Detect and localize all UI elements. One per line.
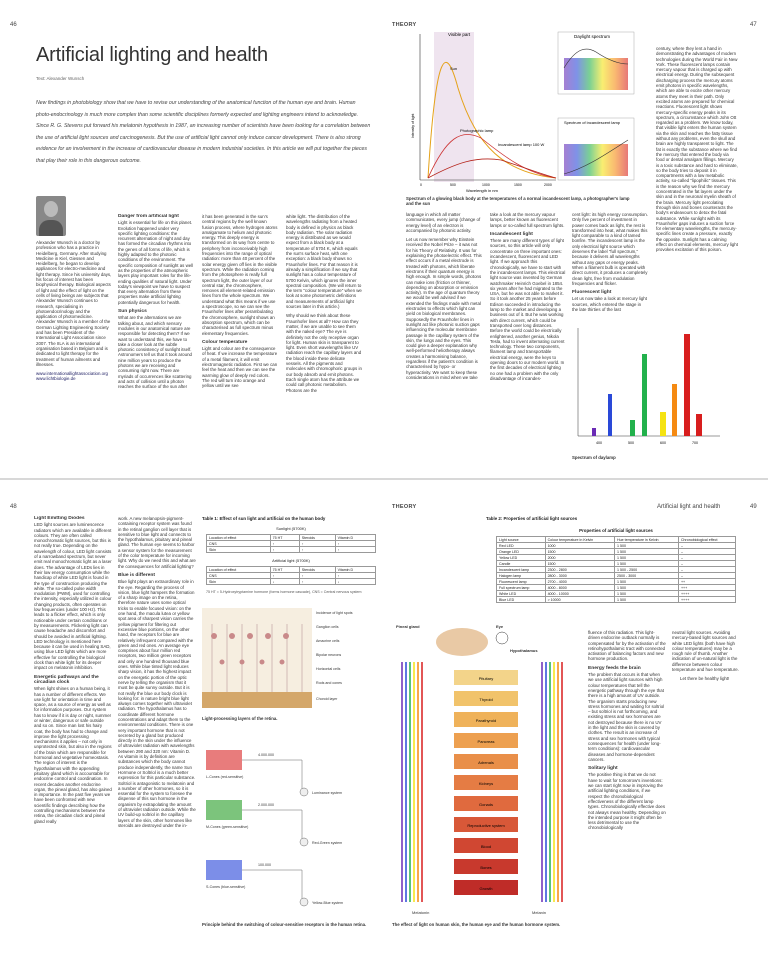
author-link[interactable]: www.lichtbiologie.de: [36, 376, 76, 382]
table1-note: 75 HT = 5-Hydroxytryptamine hormone (forms hormone cascade), CNS = Central nervous system: [206, 590, 362, 594]
cell: Full spectrum lamp: [497, 585, 546, 591]
cell: 1 500: [615, 561, 679, 567]
tick-label: 500: [628, 441, 634, 445]
cell: 1 500 - 2500: [615, 567, 679, 573]
receptor-switching-figure: [202, 730, 372, 920]
author-photo: [36, 196, 66, 236]
endocrine-box-label: Gonads: [478, 802, 494, 807]
text-column: [118, 516, 196, 956]
endocrine-box-label: Pituitary: [478, 676, 494, 681]
fig1-caption: Spectrum of a glowing black body at the temperatures of a normal incandescent lamp, a photographer's lamp and the sun: [406, 196, 630, 207]
fig1-y-axis-label: Intensity of light: [411, 113, 415, 138]
text-column: [672, 630, 744, 750]
paragraph: There are many different types of light sources, so this article will only concentrate on three important ones: incandescent, fluorescent and LED light. If we approach this chronologically, we have to start with the incandescent lamps. This electrical light source was invented by German watchmaker Heinrich Goebel in 1854. six years after he had migrated to the USA, but he was not able to market it. So it took another 25 years before Edison succeeded in introducing the lamp to the market and developing a business out of it. But he was working with direct current, which could be transported over long distances. Before the world could be electrically enlightened, another genius, Nikola Tesla, had to invent alternating current technology. These two components, filament lamp and transportable electrical energy, were the keys to opening doors to our modern world. In the first decades of electrical lighting no one had a problem with the only disadvantage of incandes-: [490, 238, 566, 381]
cell: Skin: [207, 579, 271, 585]
endocrine-label: Pineal gland: [396, 624, 420, 629]
tick-label: 600: [660, 441, 666, 445]
table1-artificial: [206, 566, 376, 585]
system-label: Luminance system: [312, 791, 342, 795]
endocrine-label: Hypothalamus: [510, 648, 538, 653]
cell: –: [678, 567, 735, 573]
cell: 1 500: [615, 597, 679, 603]
cell: CNS: [207, 573, 271, 579]
endocrine-caption: The effect of light on human skin, the human eye and the human hormone system.: [392, 922, 561, 927]
endocrine-label: Eye: [496, 624, 504, 629]
fig1-label: Photographic lamp: [460, 128, 494, 133]
article-title: Artificial lighting and health: [36, 44, 268, 66]
endocrine-label: Melanin: [532, 910, 547, 915]
fig1-label: Sun: [450, 66, 458, 71]
cell: –: [678, 561, 735, 567]
cell: 2700 - 4000: [545, 579, 614, 585]
cell: 1 500: [615, 585, 679, 591]
paragraph: Light is essential for life on this planet. Evolution happened under very specific lighting conditions: the recurrent alternation of night and day has formed the circadian rhythms into the genes of all forms of life, which is highly adapted to the photonic conditions of the environment. The specific composition of sunlight as well as the properties of the atmospheric layers play important roles for the life-ending qualities of natural light. Under today's viewpoint we have to suspect that every alternation from these properties make artificial lighting potentially dangerous for health.: [118, 220, 194, 305]
section-heading: Colour temperature: [202, 339, 248, 345]
fig1-x-ticks: [420, 183, 552, 187]
retina-layer-label: Choroid layer: [316, 697, 338, 701]
paragraph: What are the alternations we are talking about, and which sensory modules in our anatomical nature are responsible for detecting them? If we want to understand this, we have to take a closer look at the subtle photonic consistency of sunlight itself. Astronomers tell us that it took around nine million years to produce the photons we are receiving and consuming right now. There are myriads of occurrences like scattering and acts of collision until a photon reaches the surface of the sun after: [118, 315, 192, 390]
cell: –: [678, 543, 735, 549]
retina-layer-label: Bipolar neurons: [316, 653, 342, 657]
paragraph: Light and colour are the consequence of heat. If we increase the temperature of a metal filament, it will emit electromagnetic radiation. First we can feel the heat and then we can see the warming glow of deeply red colors. The red will turn into orange and yellow until we see: [202, 346, 278, 389]
paragraph: work. A new melanopsin-pigment-containing receptor system was found in the retinal ganglion cell layer that is sensitive to blue light and connects to the hypothalamus, pituitary and pineal gland. The human eye seems to harbor a sensor system for the measurement of the color temperature for incoming light. Why do we need this and what are the consequences for artificial lighting?: [118, 516, 196, 569]
cell: 1000: [545, 543, 614, 549]
cell: 2800 - 3000: [545, 573, 614, 579]
cell: Red LED: [497, 543, 546, 549]
running-head: Artificial light and health: [657, 504, 721, 510]
section-heading: Blue is different: [118, 572, 155, 578]
cell: ↑: [335, 547, 375, 553]
table-row: [207, 547, 376, 553]
receptor-count: 100.000: [258, 863, 271, 867]
receptor-label: M-Cones (green-sensitive): [206, 825, 249, 829]
cell: –: [678, 573, 735, 579]
system-label: Yellow-Blue system: [312, 901, 344, 905]
cell: Yellow LED: [497, 555, 546, 561]
paragraph: The positive thing is that we do not have to wait for tomorrow's inventions: we can start right now in improving the artificial lighting conditions, if we respect the chronobiological effectiveness of the different lamp types. Chronobiologically effective does not always mean healthy. Depending on the intended purpose it might often be less detrimental to use the chronobiologically: [588, 772, 666, 831]
receptor-caption: Principle behind the switching of colour-sensitive receptors in the human retina.: [202, 922, 367, 927]
text-column: [286, 214, 362, 474]
receptor-count: 4.000.000: [258, 753, 274, 757]
page-number-right: 47: [750, 22, 757, 28]
paragraph: Let us now remember why Einstein received the Nobel Prize – it was not for his Theory of Relativity. It was for explaining the photoelectric effect. This effect occurs if a metal electrode is treated with photons, which liberate electrons if their quantum energy is high enough. In simple words, photons can make ions (friction or thinner, depending on absorption or emission activity). In the age of quantum theory we would be well advised if we extended the findings made with metal electrodes to effects which light can yield on biological membranes. Supposedly the Fraunhofer lines in sunlight act like photonic suction gaps influencing the molecular membrane passage in the capillary system of the skin, the lungs and the eyes. This could give a deeper explanation why well-performed heliotherapy always creates a harmonising balance, regardless if the patient's condition is characterised by hypo- or hyperactivity. We want to keep these considerations in mind when we take: [406, 237, 482, 380]
endocrine-box-label: Bones: [480, 865, 492, 870]
table-header: Colour temperature in Kelvin: [545, 537, 614, 543]
section-heading: Incandescent light: [490, 231, 533, 237]
fig1-label: Visible part: [448, 32, 471, 37]
tick-label: 1500: [514, 183, 522, 187]
section-heading: Light Emitting Diodes: [34, 516, 85, 521]
fig1-x-axis-label: Wavelength in nm: [466, 188, 498, 193]
table-header: Chronobiological effect: [678, 537, 735, 543]
page-number-left: 46: [10, 22, 17, 28]
text-column: [202, 214, 278, 474]
tick-label: 400: [596, 441, 602, 445]
paragraph: Let us now take a look at mercury light sources, which entered the stage in the late thirties of the last: [572, 296, 647, 313]
cell: ↑: [270, 541, 299, 547]
table1-sunlight: [206, 534, 376, 553]
cell: 2300 - 2800: [545, 567, 614, 573]
section-heading: Solitary light: [588, 766, 618, 772]
text-column: [406, 212, 482, 472]
cell: ++++: [678, 591, 735, 597]
endocrine-box-label: Thyroid: [479, 697, 493, 702]
receptor-label: S-Cones (blue-sensitive): [206, 885, 246, 889]
cell: Incandescent lamp: [497, 567, 546, 573]
table1-subtitle: Artificial light (5700K): [272, 558, 310, 563]
section-heading: Energetic pathways and the circadian clock: [34, 674, 99, 685]
cell: 1500: [545, 549, 614, 555]
endocrine-box-label: Pancreas: [477, 739, 495, 744]
system-label: Red-Green system: [312, 841, 343, 845]
paragraph: Blue light plays an extraordinary role in the eye. Regarding the process of vision, blue light hampers the formation of a sharp image on the retina, therefore nature uses some optical tricks to enable focused vision: on the one hand, the macula lutea or yellow spot area of sharpest vision carries the yellow pigment for filtering out excessive blue portions, on the other hand, the receptors for blue are relatively infrequent compared with the green and red ones. An average eye comprises about four million red receptors, two million green receptors and only one hundred thousand blue ones. While blue tinted light reduces sharp vision, it has the highest impact on the energetic portion of the optic nerve by telling the organism that it must be quite sunny outside. But it is not really the blue our body clock is looking for: in nature bright blue light always comes together with ultraviolet radiation. The hypothalamus has to coordinate different hormone concentrations and adapt them to the environmental conditions. There is one very important hormone that is not secreted by a gland but produced directly in the skin under the influence of ultraviolet radiation with wavelengths between 290 and 320 nm: Vitamin D. As vitamin is by definition are substances which the body cannot produce independently, the name Sun Hormone or Soltriol is a much better expression for this particular substance. Soltriol is antagonistic to melatonin and a number of other hormones, so it is essential for the system to foresee the dispense of this sun hormone in the organism by extrapolating the amount of ultraviolet radiation outside. While the UV build-up soltriol in the capillary layers of the skin, other hormones like steroids are destroyed under the in-: [118, 579, 196, 828]
endocrine-box-label: Growth: [479, 886, 493, 891]
cell: 2500 - 3000: [615, 573, 679, 579]
text-column: [118, 214, 194, 474]
paragraph: white light. The distribution of the wavelengths radiating from a heated body is defined in physics as black body radiation. The solar radiation energy is distributed as we would expect from a black body at a temperature of 5704 K, which equals the sun's surface heat, with one exception: a black body shows no Fraunhofer lines. For that reason it is already a simplification if we say that sunlight has a colour temperature of 5700 Kelvin, which ignores the inner spectral composition. (We will return to the term "colour temperature" when we look at some photometric definitions and measurements of artificial light sources later in this article.): [286, 214, 362, 310]
endocrine-box-label: Reproductive system: [467, 823, 505, 828]
author-link[interactable]: www.internationallightassociation.org: [36, 371, 108, 377]
cell: Blue LED: [497, 597, 546, 603]
cell: 1500: [545, 561, 614, 567]
table-header: Light source: [497, 537, 546, 543]
spread-pages-48-49: [0, 480, 768, 958]
tick-label: 500: [450, 183, 456, 187]
paragraph: Why should we think about these Fraunhofer lines at all? How can they matter, if we are unable to see them with the naked eye? The eye is definitely not the only receptive organ for light. Human skin is transparent to light. Even short wavelengths like UV radiation reach the capillary layers and the blood inside these delicate vessels. All the pigments and molecules with chromophoric groups in our body absorb and emit photons. Each single atom has the attribute we could call photonic metabolism. Photons are the: [286, 313, 362, 393]
paragraph: neutral light sources. Avoiding mercury-based light sources and white LED lights (both have high colour temperatures) may be a rough rule of thumb. Another indication of un-natural light is the difference between colour temperature and hue temperature.: [672, 630, 739, 673]
fig1-label: Incandescent lamp 100 W: [498, 142, 545, 147]
endocrine-system-figure: [392, 622, 582, 922]
cell: 1 500: [615, 591, 679, 597]
cell: 1 500: [615, 555, 679, 561]
page-number-left: 48: [10, 504, 17, 510]
receptor-count: 2.000.000: [258, 803, 274, 807]
section-heading: Sun physics: [118, 309, 147, 315]
receptor-label: L-Cones (red-sensitive): [206, 775, 244, 779]
retina-layer-label: Rods and cones: [316, 681, 342, 685]
table-row: [497, 597, 736, 603]
cell: ++++: [678, 597, 735, 603]
tick-label: 0: [420, 183, 422, 187]
tick-label: 1000: [482, 183, 490, 187]
retina-layer-label: Amacrine cells: [316, 639, 340, 643]
paragraph: it has been generated in the sun's central regions by the well known fusion process, where hydrogen atoms amalgamate to helium and photonic energy. This deeply energy is transformed on its way from centre to periphery from inconceivably high frequencies into the range of optical radiation: more than 40 percent of the solar energy given off lies in the visible spectrum. While the radiation coming from the photosphere is really full spectrum light, the outer layer of our central star, the chromosphere, removes all element-related emission lines from the whole spectrum. We understand what this means if we use a spectroscope, so we can see the Fraunhofer lines after perambulating the chromosphere, sunlight shows an absorption spectrum, which can be characterised as full spectrum minus elementary frequencies.: [202, 214, 278, 336]
table-header: Vitamin D: [335, 535, 375, 541]
cell: ↑: [299, 547, 335, 553]
table2: [496, 536, 736, 603]
endocrine-label: Melatonin: [412, 910, 430, 915]
table-header: Hue temperature in Kelvin: [615, 537, 679, 543]
section-heading: Fluorescent light: [572, 290, 612, 296]
table-header: Vitamin D: [335, 567, 375, 573]
cell: ↑: [270, 547, 299, 553]
cell: Skin: [207, 547, 271, 553]
cell: ↑: [335, 573, 375, 579]
cell: +++: [678, 585, 735, 591]
table2-subtitle: Properties of artificial light sources: [579, 528, 653, 533]
section-label: THEORY: [392, 504, 417, 510]
cell: ↑: [299, 541, 335, 547]
retina-layer-label: Incidence of light spots: [316, 611, 353, 615]
cell: –: [678, 549, 735, 555]
tick-label: 700: [692, 441, 698, 445]
table-header: 75 HT: [270, 535, 299, 541]
table-header: Location of effect: [207, 535, 271, 541]
table-header: Location of effect: [207, 567, 271, 573]
table1-subtitle: Sunlight (5700K): [276, 526, 306, 531]
cell: ↓: [270, 579, 299, 585]
page-number-right: 49: [750, 504, 757, 510]
paragraph: The problem that occurs is that when we use artificial light sources with high colour temperatures that tell the energetic pathway through the eye that there is a high amount of UV outside. The organism starts producing new stress hormones and waiting for soltriol – but soltriol is not forthcoming, and existing stress and sex hormones are not destroyed because there is no UV in the light and the skin is covered by clothes. The result is an increase of stress and sex hormones with typical consequences for health (under long-term conditions): cardiovascular diseases and hormone-dependent cancers.: [588, 672, 665, 762]
author-bio: Alexander Wunsch is a doctor by profession who has a practice in Heidelberg, Germany. After studying Medicine in Kiel, Giessen and Heidelberg, he began to develop appliances for electro-medicine and light therapy. Since his university days, his focus of interest has been biophysical therapy. Biological aspects of light and the effect of light on the cells of living beings are subjects that Alexander Wunsch continues to research, specialising in photoendocrinology and the application of photomedicine. Alexander Wunsch is a member of the German Lighting Engineering Society and has been President of the International Light Association since 2007. The IILA is an international organisation based in Belgium and is dedicated to light therapy for the treatment of human ailments and illnesses.: [36, 240, 112, 367]
cell: 1 500: [615, 549, 679, 555]
tick-label: 2000: [544, 183, 552, 187]
fig2-caption: Spectrum of daylamp: [572, 455, 616, 460]
fig1-label: Spectrum of incandescent lamp: [564, 120, 621, 125]
cell: ↑: [299, 573, 335, 579]
paragraph: century, where they lent a hand in demonstrating the advantages of modern technologies during the World Fair in New York. These fluorescent lamps contain mercury vapour that is charged up with electrical energy. During the subsequent discharging process the mercury atoms emit photons in specific wavelengths, which are able to excite other mercury atoms they meet in their path. Only excited atoms are prepared for chemical reactions. Fluorescent light shows mercury-specific energy peaks in its spectrum, a circumstance which John Ott regarded as a problem. We know today, that visible light enters the human system via the skin and reaches the fatty tissue without any problems, even the skull and brain are highly transparent to light. The fat is exactly the substance where we find the mercury that entered the body via food or dental amalgam fillings. Mercury is a toxic substance and hard to eliminate, so the body tries to deposit it in compartments with a low metabolic activity, so-called "lipophilic" tissues. This is the reason why we find the mercury concentrated in the fat layers under the skin and in the neuronal myelin sheath of the brain. Mercury light percolating through skin and bones counteracts the body's endeavours to detox the fatal substance. While sunlight with its Fraunhofer gaps induces a suction force for elementary wavelengths, the mercury-specific lines create a pressure, exactly the opposite. Sunlight has a calming effect on chemical elements, mercury light provokes excitation of this poison.: [656, 46, 738, 253]
cell: CNS: [207, 541, 271, 547]
cell: 1 500: [615, 543, 679, 549]
section-label: THEORY: [392, 22, 417, 28]
author-bio-column: [36, 240, 112, 440]
paragraph: cent light: its high energy consumption. Only five percent of investment in power comes back as light, the rest is transformed into heat, what makes this light comparable to a kind of tamed bonfire. The incandescent lamp is the only electrical light source which deserves the label "full spectrum," because it delivers all wavelengths without any gaps or energy peaks. When a filament bulb is operated with direct current, it produces a completely clean light, free from modulation frequencies and flicker.: [572, 212, 648, 286]
cell: > 10000: [545, 597, 614, 603]
table2-title: Table 2: Properties of artificial light sources: [486, 516, 578, 521]
paragraph: take a look at the mercury vapour lamps, better known as fluorescent lamps or so-called full spectrum lights.: [490, 212, 565, 228]
cell: –: [678, 555, 735, 561]
endocrine-box-label: Kidneys: [478, 781, 494, 786]
paragraph: language in which all matter communicates, every jump (change of energy level) of an electron is accompanied by photonic activity.: [406, 212, 481, 233]
retina-layer-label: Horizontal cells: [316, 667, 341, 671]
paragraph: LED light sources are luminescence radiators which are available in different colours. They are often called monochromatic light sources, but this is not really true. Depending on the wavelength of colour, LED light consists of a narrowband spectrum, but never emit real monochromatic light as a laser does. The advantage of LEDs lies in their low energy consumption while the handicap of white LED light is found in the type of construction producing the white. The so-called pulse width modulation (PWM), used for controlling the intensity, especially utilized in colour changing products, often operates on low frequencies (under 100 Hz). This leads to a flicker effect, which is only noticeable under certain conditions or by measurements. Flickering light can cause headache and discomfort and should be avoided in artificial lighting. LED technology is mentioned here because it can be used in healing SAD, using blue LED lights which are more effective for controlling the biological clock than white light for its deeper impact on melatonin inhibition.: [34, 522, 112, 671]
text-column: [588, 630, 666, 930]
paragraph: When light shines on a human being, it has a number of different effects. We use light for orientation in time and space, as a source of energy as well as for information purposes. Our system has to know if it is day or night, summer or winter, dangerous or safe outside and so on. Since man lost his hairy coat, the body has had to change and improve the light processing mechanisms it applies – not only in unprotected skin, but also in the regions of the brain which are responsible for hormonal and vegetative homeostasis. The region of interest is the hypothalamus with the appending pituitary gland which is accountable for endocrine control and coordination. In recent decades another endocrine organ, the pineal gland, has also gained in importance. In the past five years we have been confronted with new scientific findings describing how the controlling mechanisms between the retina, the circadian clock and pineal gland really: [34, 686, 112, 824]
cell: ↑: [299, 579, 335, 585]
blackbody-spectrum-figure: [406, 28, 636, 196]
retina-caption: Light-processing layers of the retina.: [202, 716, 278, 721]
cell: ↑: [270, 573, 299, 579]
retina-layer-label: Ganglion cells: [316, 625, 339, 629]
endocrine-box-label: Parathyroid: [475, 718, 497, 723]
text-column: [34, 516, 112, 956]
retina-layers-figure: [202, 604, 372, 714]
cell: Fluorescent lamp: [497, 579, 546, 585]
cell: 1 500: [615, 579, 679, 585]
fig1-label: Daylight spectrum: [574, 34, 611, 39]
cell: 4000 - 8000: [545, 585, 614, 591]
table-header: 75 HT: [270, 567, 299, 573]
cell: Halogen lamp: [497, 573, 546, 579]
table-row: [207, 579, 376, 585]
visible-band: [434, 32, 474, 182]
cell: ↑: [335, 541, 375, 547]
cell: 2000: [545, 555, 614, 561]
byline: Text: Alexander Wunsch: [36, 76, 85, 81]
endocrine-box-label: Blood: [480, 844, 492, 849]
cell: 4000 - 10000: [545, 591, 614, 597]
section-heading: Danger from artificial light: [118, 214, 179, 219]
text-column: [490, 212, 566, 472]
spread-pages-46-47: [0, 0, 768, 478]
table-header: Steroids: [299, 535, 335, 541]
closing-line: Let there be healthy light!: [680, 676, 730, 682]
cell: ↓: [335, 579, 375, 585]
cell: White LED: [497, 591, 546, 597]
text-column: [656, 46, 738, 376]
cell: Candle: [497, 561, 546, 567]
table-header: Steroids: [299, 567, 335, 573]
cell: Orange LED: [497, 549, 546, 555]
endocrine-box-label: Adrenals: [478, 760, 494, 765]
section-heading: Energy feeds the brain: [588, 665, 641, 671]
cell: ++: [678, 579, 735, 585]
text-column: [572, 212, 648, 322]
table1-title: Table 1: Effect of sun light and artificial on the human body: [202, 516, 326, 521]
paragraph: fluence of this radiation. This light-driven endocrine outback normally is compensated for by the activation of the retinohypothalamic tract with connected activation of balancing factors and new hormone production.: [588, 630, 666, 662]
article-intro: New findings in photobiology show that we have to revise our understanding of the anatomical function of the human eye and brain. Human photo-endocrinology is much more complex than some scientific disciplines formerly expected and lighting engineers intend to acknowledge. Since R. G. Stevens put forward his melatonin hypothesis in 1987, an increasing number of scientists have been looking for a correlation between the use of artificial light sources and carcinogenesis. But the use of artificial light cannot only induce cancer development. There is also strong evidence for an involvement in the increase of cardiovascular disease in modern industrial societies. In this article we will put together the pieces that play their role in this dangerous outcome.: [36, 100, 371, 164]
